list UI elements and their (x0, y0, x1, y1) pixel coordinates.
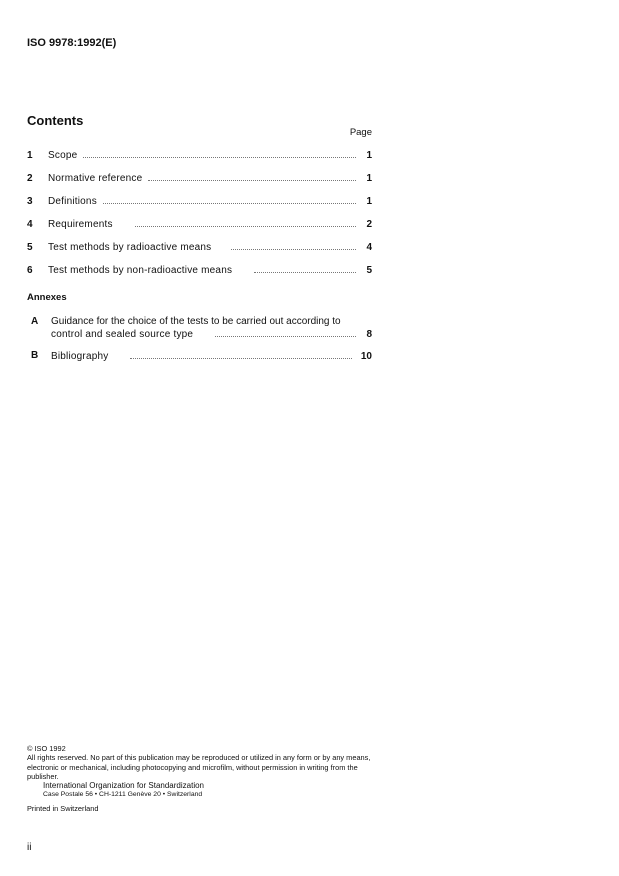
toc-page: 4 (366, 242, 372, 253)
toc-entry[interactable] (27, 264, 372, 278)
toc-label: Definitions (48, 196, 97, 207)
contents-title: Contents (27, 113, 84, 128)
toc-number: 6 (27, 265, 33, 276)
toc-number: 2 (27, 173, 33, 184)
annex-entry[interactable] (27, 350, 372, 364)
toc-page: 2 (366, 219, 372, 230)
leader-dots (103, 195, 356, 204)
toc-page: 1 (366, 150, 372, 161)
annex-label-line2: control and sealed source type (51, 329, 194, 340)
toc-label: Test methods by non-radioactive means (48, 265, 233, 276)
toc-number: 5 (27, 242, 33, 253)
toc-entry[interactable] (27, 149, 372, 163)
leader-dots (135, 218, 356, 227)
toc-number: 1 (27, 150, 33, 161)
leader-dots (148, 172, 356, 181)
toc-label: Normative reference (48, 173, 143, 184)
copyright-block (27, 744, 377, 813)
leader-dots (231, 241, 356, 250)
toc-page: 1 (366, 196, 372, 207)
organization-address: Case Postale 56 • CH-1211 Genève 20 • Switzerland (43, 791, 203, 799)
leader-dots (130, 350, 352, 359)
toc-entry[interactable] (27, 195, 372, 209)
toc-entry[interactable] (27, 172, 372, 186)
toc-entry[interactable] (27, 218, 372, 232)
annex-page: 10 (360, 351, 372, 362)
leader-dots (254, 264, 356, 273)
toc-entry[interactable] (27, 241, 372, 255)
annex-letter: B (31, 350, 39, 361)
toc-label: Requirements (48, 219, 113, 230)
copyright-notice: © ISO 1992 (27, 744, 66, 753)
printed-in: Printed in Switzerland (27, 803, 99, 813)
document-id: ISO 9978:1992(E) (27, 37, 117, 49)
page-column-label: Page (349, 127, 372, 138)
toc-page: 1 (366, 173, 372, 184)
rights-statement: All rights reserved. No part of this publication may be reproduced or utilized in any form or by any means, electronic or mechanical, including photocopying and microfilm, without permission in writing from the publisher. (27, 753, 371, 781)
toc-label: Scope (48, 150, 78, 161)
leader-dots (83, 149, 356, 158)
toc-number: 4 (27, 219, 33, 230)
leader-dots (215, 328, 356, 337)
annex-label-row (51, 350, 372, 362)
annex-label: Bibliography (51, 351, 109, 362)
page-number: ii (27, 842, 32, 853)
annex-page: 8 (366, 329, 372, 340)
organization-name: International Organization for Standardization (43, 781, 204, 791)
annex-label-line1: Guidance for the choice of the tests to be carried out according to (51, 316, 341, 327)
toc-number: 3 (27, 196, 33, 207)
annex-label-row2 (51, 328, 372, 340)
toc-label: Test methods by radioactive means (48, 242, 212, 253)
annexes-heading: Annexes (27, 292, 67, 303)
annex-letter: A (31, 316, 39, 327)
annex-entry[interactable] (27, 316, 372, 342)
toc-page: 5 (366, 265, 372, 276)
